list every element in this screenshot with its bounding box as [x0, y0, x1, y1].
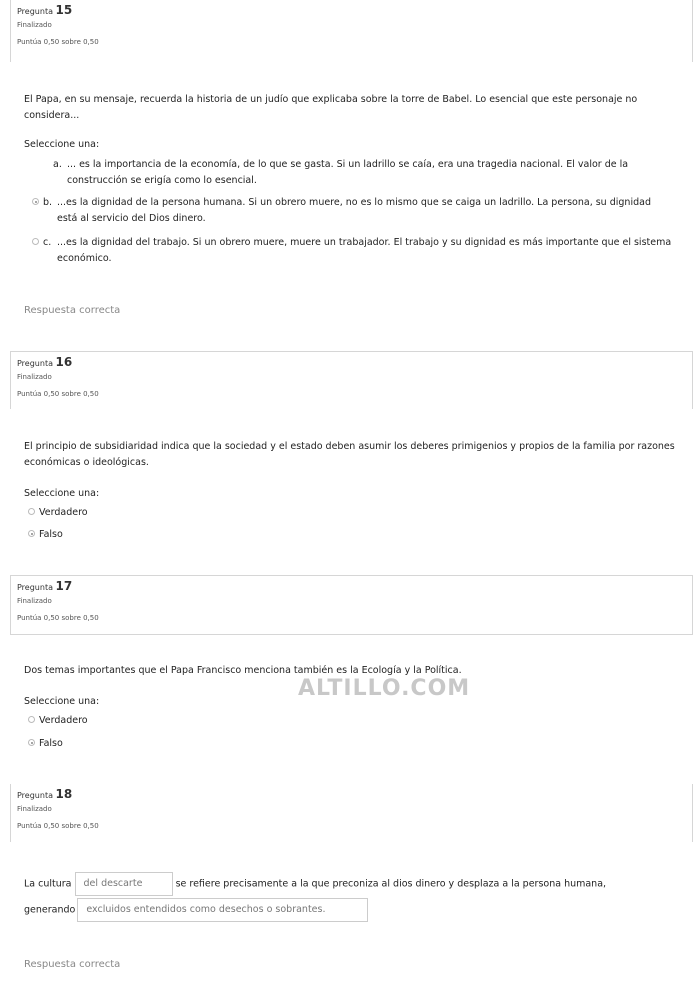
question-18-info — [10, 784, 693, 842]
question-17-info — [10, 575, 693, 635]
question-state: Finalizado — [17, 373, 52, 381]
question-number: Pregunta 17 — [17, 579, 73, 593]
answer-option-b[interactable]: b. ...es la dignidad de la persona humana. Si un obrero muere, no es lo mismo que se caiga un ladrillo. La persona, su dignidad está al servicio del Dios dinero. — [32, 195, 672, 227]
question-grade: Puntúa 0,50 sobre 0,50 — [17, 38, 99, 46]
answer-true[interactable]: Verdadero — [28, 505, 88, 521]
question-number: Pregunta 15 — [17, 3, 73, 17]
select-prompt: Seleccione una: — [24, 696, 100, 707]
radio-icon[interactable] — [28, 508, 35, 515]
radio-selected-icon[interactable] — [28, 739, 35, 746]
answer-option-c[interactable]: c. ...es la dignidad del trabajo. Si un obrero muere, muere un trabajador. El trabajo y su dignidad es más importante que el sistema económico. — [32, 235, 672, 267]
radio-icon[interactable] — [32, 238, 39, 245]
blank-field-1[interactable]: del descarte — [75, 872, 173, 896]
question-state: Finalizado — [17, 597, 52, 605]
radio-selected-icon[interactable] — [28, 530, 35, 537]
answer-false[interactable]: Falso — [28, 736, 63, 752]
question-grade: Puntúa 0,50 sobre 0,50 — [17, 822, 99, 830]
question-text: El Papa, en su mensaje, recuerda la historia de un judío que explicaba sobre la torre de Babel. Lo esencial que este personaje no considera... — [24, 94, 638, 121]
feedback-text: Respuesta correcta — [24, 305, 121, 316]
radio-icon[interactable] — [28, 716, 35, 723]
question-grade: Puntúa 0,50 sobre 0,50 — [17, 390, 99, 398]
radio-selected-icon[interactable] — [32, 198, 39, 205]
feedback-text: Respuesta correcta — [24, 959, 121, 970]
cloze-line-1: La cultura del descarte se refiere precisamente a la que preconiza al dios dinero y desplaza a la persona humana, — [24, 872, 684, 896]
select-prompt: Seleccione una: — [24, 139, 100, 150]
question-state: Finalizado — [17, 21, 52, 29]
question-number: Pregunta 16 — [17, 355, 73, 369]
question-number: Pregunta 18 — [17, 787, 73, 801]
answer-false[interactable]: Falso — [28, 527, 63, 543]
question-text: Dos temas importantes que el Papa Francisco menciona también es la Ecología y la Política. — [24, 665, 462, 676]
question-16-info — [10, 351, 693, 409]
question-text: El principio de subsidiaridad indica que la sociedad y el estado deben asumir los deberes primigenios y propios de la familia por razones económicas o ideológicas. — [24, 441, 675, 468]
question-grade: Puntúa 0,50 sobre 0,50 — [17, 614, 99, 622]
question-state: Finalizado — [17, 805, 52, 813]
watermark-logo: ALTILLO.COM — [298, 676, 471, 701]
answer-true[interactable]: Verdadero — [28, 713, 88, 729]
question-15-info — [10, 0, 693, 62]
blank-field-2[interactable]: excluidos entendidos como desechos o sobrantes. — [77, 898, 368, 922]
answer-option-a[interactable]: a. ... es la importancia de la economía, de lo que se gasta. Si un ladrillo se caía, era una tragedia nacional. El valor de la construcción se erigía como lo esencial. — [53, 159, 629, 186]
select-prompt: Seleccione una: — [24, 488, 100, 499]
cloze-line-2: generando excluidos entendidos como desechos o sobrantes. — [24, 898, 684, 922]
